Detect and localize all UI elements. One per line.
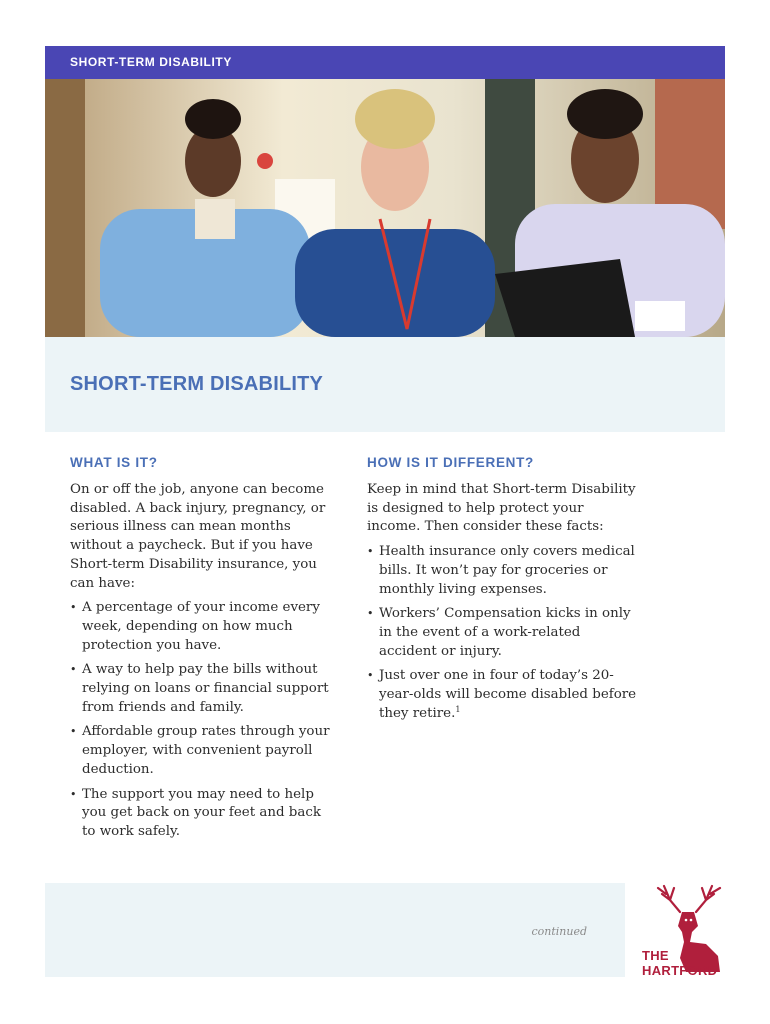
list-item-text: Just over one in four of today’s 20-year-olds will become disabled before they retire. [379,668,637,721]
how-different-list [367,543,637,723]
list-item-text: Affordable group rates through your employer, with convenient payroll deduction. [82,724,330,777]
logo-line-2: HARTFORD [642,963,718,978]
list-item-text: A percentage of your income every week, depending on how much protection you have. [82,600,320,653]
continued-label: continued [531,925,587,938]
how-different-heading: HOW IS IT DIFFERENT? [367,455,534,470]
bullet-icon: • [70,787,77,801]
hartford-wordmark [642,948,717,978]
list-item [70,599,332,655]
document-header-bar [45,46,725,79]
title-band [45,337,725,432]
bullet-icon: • [367,607,374,621]
list-item [367,605,637,661]
bullet-icon: • [367,545,374,559]
logo-line-1: THE [642,948,669,963]
list-item [70,723,332,779]
list-item-text: Health insurance only covers medical bills. It won’t pay for groceries or monthly living expenses. [379,544,635,597]
footer-band [45,883,625,977]
how-different-intro: Keep in mind that Short-term Disability is designed to help protect your income. Then consider these facts: [367,482,636,535]
bullet-icon: • [70,663,77,677]
list-item-text: The support you may need to help you get back on your feet and back to work safely. [82,786,321,839]
what-is-it-heading: WHAT IS IT? [70,455,158,470]
list-item-text: A way to help pay the bills without relying on loans or financial support from friends and family. [82,662,329,715]
what-is-it-list [70,599,332,841]
header-label: SHORT-TERM DISABILITY [70,55,232,69]
what-is-it-section [70,455,332,848]
list-item-text: Workers’ Compensation kicks in only in the event of a work-related accident or injury. [379,606,631,659]
how-different-section [367,455,637,729]
page-title: SHORT-TERM DISABILITY [70,373,324,395]
footnote-mark: 1 [455,704,461,714]
bullet-icon: • [70,601,77,615]
list-item [70,786,332,842]
bullet-icon: • [70,725,77,739]
bullet-icon: • [367,669,374,683]
hero-photo [45,79,725,337]
list-item [367,667,637,723]
what-is-it-intro: On or off the job, anyone can become disabled. A back injury, pregnancy, or serious illness can mean months without a paycheck. But if you have Short-term Disability insurance, you can have: [70,482,326,591]
list-item [70,661,332,717]
list-item [367,543,637,599]
